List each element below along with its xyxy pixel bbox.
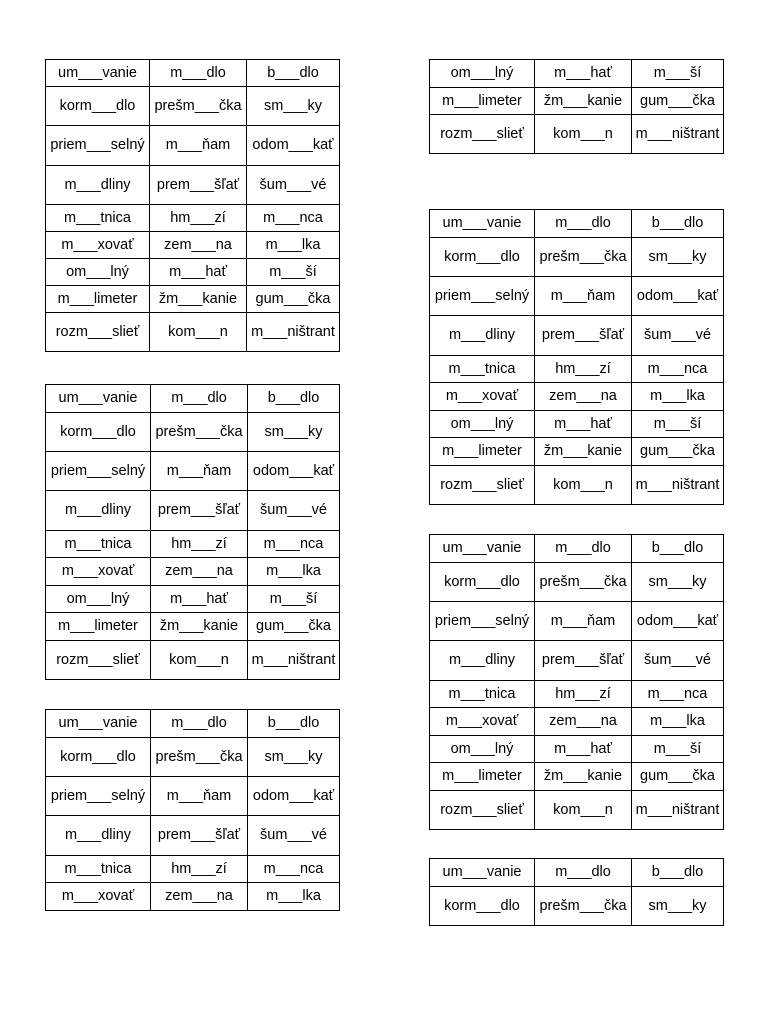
word-cell: sm___ky [247, 87, 340, 126]
worksheet-table-6 [429, 534, 724, 830]
word-cell: odom___kať [632, 602, 724, 641]
word-cell: žm___kanie [535, 763, 632, 791]
word-cell: om___lný [46, 259, 150, 286]
table-row [430, 438, 724, 466]
word-cell: m___tnica [46, 205, 150, 232]
word-cell: m___dlo [151, 710, 248, 738]
word-cell: kom___n [535, 115, 632, 154]
word-cell: prešm___čka [535, 887, 632, 926]
table-row [430, 88, 724, 115]
word-cell: m___ší [247, 259, 340, 286]
word-cell: priem___selný [430, 602, 535, 641]
word-cell: žm___kanie [535, 88, 632, 115]
table-row [430, 383, 724, 411]
word-cell: m___ništrant [632, 115, 724, 154]
table-row [46, 452, 340, 491]
word-cell: b___dlo [247, 60, 340, 87]
word-cell: om___lný [46, 586, 151, 613]
word-cell: m___limeter [430, 88, 535, 115]
worksheet-table-4 [429, 59, 724, 154]
table-row [430, 316, 724, 356]
word-cell: m___ňam [535, 602, 632, 641]
table-row [430, 115, 724, 154]
word-cell: kom___n [151, 641, 248, 680]
word-cell: prem___šľať [535, 316, 632, 356]
word-cell: m___dliny [46, 166, 150, 205]
word-cell: m___dliny [430, 316, 535, 356]
word-cell: m___xovať [46, 558, 151, 586]
word-cell: m___ništrant [632, 791, 724, 830]
word-cell: b___dlo [632, 859, 724, 887]
table-row [430, 763, 724, 791]
table-row [46, 641, 340, 680]
word-cell: sm___ky [248, 413, 340, 452]
word-cell: šum___vé [632, 316, 724, 356]
table-row [46, 87, 340, 126]
table-row [46, 259, 340, 286]
word-cell: priem___selný [430, 277, 535, 316]
word-cell: šum___vé [247, 166, 340, 205]
table-row [430, 736, 724, 763]
word-cell: m___xovať [46, 883, 151, 911]
word-cell: korm___dlo [46, 738, 151, 777]
word-cell: b___dlo [248, 385, 340, 413]
table-row [430, 791, 724, 830]
word-cell: žm___kanie [535, 438, 632, 466]
word-cell: om___lný [430, 736, 535, 763]
word-cell: m___nca [248, 531, 340, 558]
word-cell: šum___vé [632, 641, 724, 681]
table-row [46, 883, 340, 911]
table-row [46, 531, 340, 558]
word-cell: rozm___slieť [430, 791, 535, 830]
word-cell: šum___vé [248, 816, 340, 856]
word-cell: m___hať [535, 60, 632, 88]
word-cell: m___ňam [535, 277, 632, 316]
word-cell: m___lka [248, 558, 340, 586]
word-cell: m___hať [151, 586, 248, 613]
table-row [46, 126, 340, 166]
table-row [430, 563, 724, 602]
word-cell: m___limeter [46, 613, 151, 641]
word-cell: odom___kať [248, 777, 340, 816]
word-cell: korm___dlo [46, 413, 151, 452]
table-row [430, 277, 724, 316]
word-cell: odom___kať [247, 126, 340, 166]
word-cell: korm___dlo [430, 238, 535, 277]
word-cell: kom___n [535, 791, 632, 830]
word-cell: m___tnica [46, 531, 151, 558]
word-cell: b___dlo [632, 210, 724, 238]
word-cell: b___dlo [248, 710, 340, 738]
word-cell: m___xovať [430, 383, 535, 411]
word-cell: gum___čka [632, 763, 724, 791]
table-row [430, 60, 724, 88]
word-cell: b___dlo [632, 535, 724, 563]
word-cell: um___vanie [430, 535, 535, 563]
word-cell: rozm___slieť [430, 115, 535, 154]
word-cell: rozm___slieť [430, 466, 535, 505]
word-cell: m___xovať [46, 232, 150, 259]
table-row [46, 777, 340, 816]
table-row [430, 238, 724, 277]
word-cell: zem___na [151, 558, 248, 586]
word-cell: odom___kať [632, 277, 724, 316]
word-cell: prešm___čka [535, 238, 632, 277]
word-cell: korm___dlo [430, 563, 535, 602]
table-row [46, 558, 340, 586]
word-cell: gum___čka [247, 286, 340, 313]
word-cell: m___limeter [46, 286, 150, 313]
word-cell: m___hať [535, 411, 632, 438]
table-row [430, 535, 724, 563]
word-cell: prešm___čka [151, 738, 248, 777]
word-cell: rozm___slieť [46, 641, 151, 680]
word-cell: m___dlo [535, 535, 632, 563]
table-row [46, 738, 340, 777]
table-row [430, 602, 724, 641]
word-cell: prešm___čka [150, 87, 247, 126]
word-cell: hm___zí [535, 681, 632, 708]
word-cell: m___ništrant [632, 466, 724, 505]
word-cell: gum___čka [632, 438, 724, 466]
word-cell: prešm___čka [535, 563, 632, 602]
word-cell: gum___čka [632, 88, 724, 115]
word-cell: hm___zí [151, 856, 248, 883]
word-cell: sm___ky [632, 563, 724, 602]
table-row [46, 385, 340, 413]
table-row [430, 356, 724, 383]
word-cell: zem___na [150, 232, 247, 259]
word-cell: um___vanie [46, 385, 151, 413]
word-cell: m___ništrant [247, 313, 340, 352]
table-row [46, 60, 340, 87]
table-row [46, 816, 340, 856]
word-cell: m___limeter [430, 763, 535, 791]
worksheet-table-2 [45, 384, 340, 680]
word-cell: m___nca [248, 856, 340, 883]
word-cell: m___lka [632, 383, 724, 411]
word-cell: žm___kanie [151, 613, 248, 641]
word-cell: m___xovať [430, 708, 535, 736]
word-cell: m___ništrant [248, 641, 340, 680]
word-cell: zem___na [151, 883, 248, 911]
word-cell: m___nca [247, 205, 340, 232]
word-cell: m___dliny [46, 816, 151, 856]
word-cell: m___tnica [430, 681, 535, 708]
word-cell: kom___n [150, 313, 247, 352]
table-row [46, 491, 340, 531]
table-row [46, 586, 340, 613]
word-cell: m___ší [248, 586, 340, 613]
worksheet-table-5 [429, 209, 724, 505]
table-row [46, 413, 340, 452]
word-cell: um___vanie [46, 60, 150, 87]
word-cell: m___limeter [430, 438, 535, 466]
table-row [46, 710, 340, 738]
word-cell: odom___kať [248, 452, 340, 491]
word-cell: žm___kanie [150, 286, 247, 313]
worksheet-table-7 [429, 858, 724, 926]
word-cell: m___ší [632, 411, 724, 438]
word-cell: rozm___slieť [46, 313, 150, 352]
word-cell: m___lka [632, 708, 724, 736]
word-cell: sm___ky [632, 238, 724, 277]
word-cell: hm___zí [150, 205, 247, 232]
word-cell: m___dliny [430, 641, 535, 681]
table-row [430, 681, 724, 708]
table-row [46, 166, 340, 205]
word-cell: m___dlo [151, 385, 248, 413]
word-cell: prem___šľať [150, 166, 247, 205]
word-cell: priem___selný [46, 777, 151, 816]
table-row [430, 641, 724, 681]
word-cell: priem___selný [46, 452, 151, 491]
word-cell: m___ší [632, 60, 724, 88]
word-cell: korm___dlo [46, 87, 150, 126]
word-cell: m___nca [632, 356, 724, 383]
word-cell: šum___vé [248, 491, 340, 531]
word-cell: m___hať [150, 259, 247, 286]
word-cell: zem___na [535, 383, 632, 411]
table-row [430, 411, 724, 438]
word-cell: um___vanie [46, 710, 151, 738]
word-cell: m___lka [247, 232, 340, 259]
table-row [46, 205, 340, 232]
word-cell: m___dlo [535, 859, 632, 887]
table-row [46, 313, 340, 352]
table-row [430, 859, 724, 887]
word-cell: hm___zí [151, 531, 248, 558]
word-cell: m___nca [632, 681, 724, 708]
word-cell: m___ňam [150, 126, 247, 166]
word-cell: m___dlo [150, 60, 247, 87]
word-cell: m___ší [632, 736, 724, 763]
table-row [46, 613, 340, 641]
word-cell: korm___dlo [430, 887, 535, 926]
word-cell: om___lný [430, 60, 535, 88]
worksheet-table-1 [45, 59, 340, 352]
word-cell: gum___čka [248, 613, 340, 641]
table-row [46, 856, 340, 883]
table-row [430, 887, 724, 926]
word-cell: m___ňam [151, 777, 248, 816]
word-cell: sm___ky [248, 738, 340, 777]
word-cell: om___lný [430, 411, 535, 438]
word-cell: kom___n [535, 466, 632, 505]
word-cell: m___ňam [151, 452, 248, 491]
word-cell: hm___zí [535, 356, 632, 383]
table-row [430, 466, 724, 505]
word-cell: prešm___čka [151, 413, 248, 452]
word-cell: prem___šľať [151, 491, 248, 531]
word-cell: m___dliny [46, 491, 151, 531]
word-cell: um___vanie [430, 210, 535, 238]
worksheet-table-3 [45, 709, 340, 911]
word-cell: m___tnica [430, 356, 535, 383]
word-cell: m___dlo [535, 210, 632, 238]
word-cell: m___hať [535, 736, 632, 763]
word-cell: priem___selný [46, 126, 150, 166]
word-cell: um___vanie [430, 859, 535, 887]
table-row [430, 210, 724, 238]
word-cell: prem___šľať [535, 641, 632, 681]
table-row [46, 232, 340, 259]
word-cell: prem___šľať [151, 816, 248, 856]
word-cell: m___lka [248, 883, 340, 911]
table-row [46, 286, 340, 313]
word-cell: m___tnica [46, 856, 151, 883]
word-cell: zem___na [535, 708, 632, 736]
table-row [430, 708, 724, 736]
word-cell: sm___ky [632, 887, 724, 926]
